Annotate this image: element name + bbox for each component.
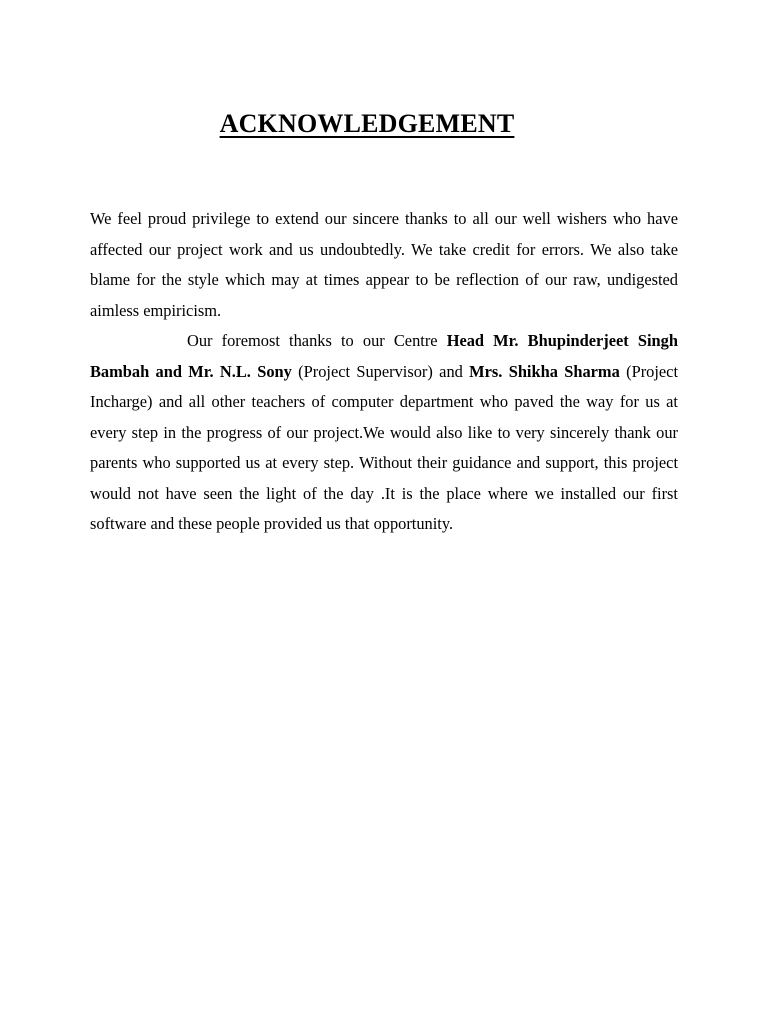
paragraph-2-text-1: Our foremost thanks to our Centre: [187, 331, 447, 350]
paragraph-2-text-2: (Project Supervisor) and: [291, 361, 470, 381]
paragraph-2-text-3: (Project Incharge) and all other teachers of computer department who paved the way for us at every step in the progress of our project.We would also like to very sincerely thank our parents who supported us at every step. Without their guidance and support, this project would not have seen the light of the day .It is the place where we installed our first software and these people provided us that opportunity.: [90, 361, 679, 533]
paragraph-1: We feel proud privilege to extend our sincere thanks to all our well wishers who have affected our project work and us undoubtedly. We take credit for errors. We also take blame for the style which may at times appear to be reflection of our raw, undigested aimless empiricism.: [90, 209, 678, 320]
body-text: [90, 204, 678, 540]
page-title: ACKNOWLEDGEMENT: [219, 109, 515, 138]
paragraph-2-bold-name-2: Mrs. Shikha Sharma: [469, 361, 620, 381]
paragraph-2: [90, 326, 678, 540]
paragraph-2-bold-names: Head Mr. Bhupinderjeet Singh Bambah and Mr. N.L. Sony: [90, 331, 678, 381]
